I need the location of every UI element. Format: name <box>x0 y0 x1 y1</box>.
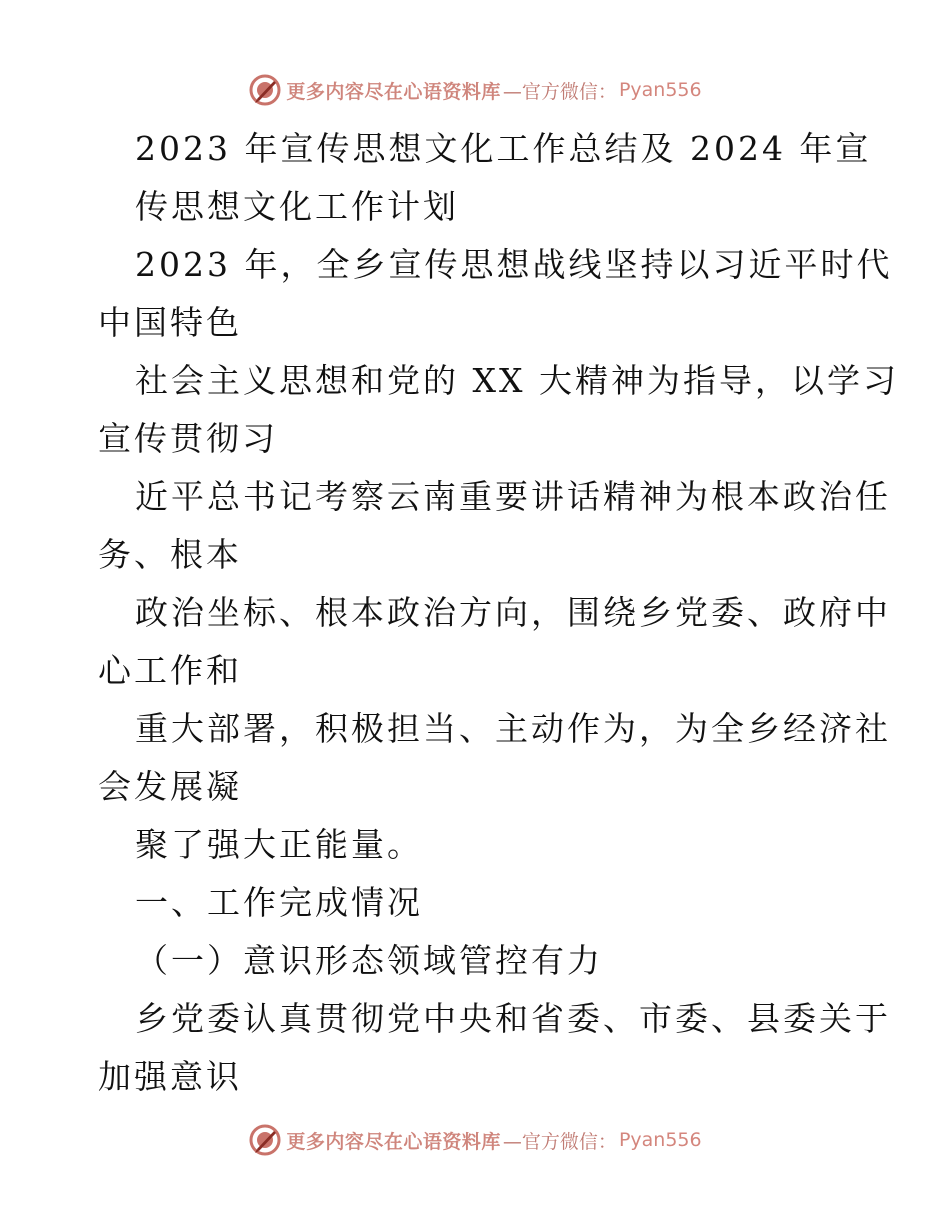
text-line: 2023 年宣传思想文化工作总结及 2024 年宣 <box>135 129 872 168</box>
watermark-sub-text: —官方微信： <box>502 80 617 103</box>
text-line: 心工作和 <box>98 651 242 690</box>
text-line: 中国特色 <box>98 303 242 342</box>
text-line: 2023 年，全乡宣传思想战线坚持以习近平时代 <box>135 245 893 284</box>
pen-logo-icon <box>248 1123 282 1157</box>
pen-logo-icon <box>248 73 282 107</box>
text-line: 会发展凝 <box>98 767 242 806</box>
text-line: 一、工作完成情况 <box>135 883 423 922</box>
watermark-wechat-id: Pyan556 <box>618 79 702 101</box>
text-line: 近平总书记考察云南重要讲话精神为根本政治任 <box>135 477 891 516</box>
text-line: 加强意识 <box>98 1057 242 1096</box>
text-line: 聚了强大正能量。 <box>135 825 423 864</box>
watermark-main-text: 更多内容尽在心语资料库 <box>286 80 501 103</box>
watermark-header <box>0 70 950 110</box>
text-line: 社会主义思想和党的 XX 大精神为指导，以学习 <box>135 361 899 400</box>
text-line: 乡党委认真贯彻党中央和省委、市委、县委关于 <box>135 999 891 1038</box>
text-line: 务、根本 <box>98 535 242 574</box>
text-line: 传思想文化工作计划 <box>135 187 459 226</box>
text-line: （一）意识形态领域管控有力 <box>135 941 603 980</box>
text-line: 政治坐标、根本政治方向，围绕乡党委、政府中 <box>135 593 891 632</box>
watermark-sub-text: —官方微信： <box>502 1130 617 1153</box>
text-line: 宣传贯彻习 <box>98 419 278 458</box>
text-line: 重大部署，积极担当、主动作为，为全乡经济社 <box>135 709 891 748</box>
watermark-footer <box>0 1120 950 1160</box>
watermark-wechat-id: Pyan556 <box>618 1129 702 1151</box>
watermark-main-text: 更多内容尽在心语资料库 <box>286 1130 501 1153</box>
